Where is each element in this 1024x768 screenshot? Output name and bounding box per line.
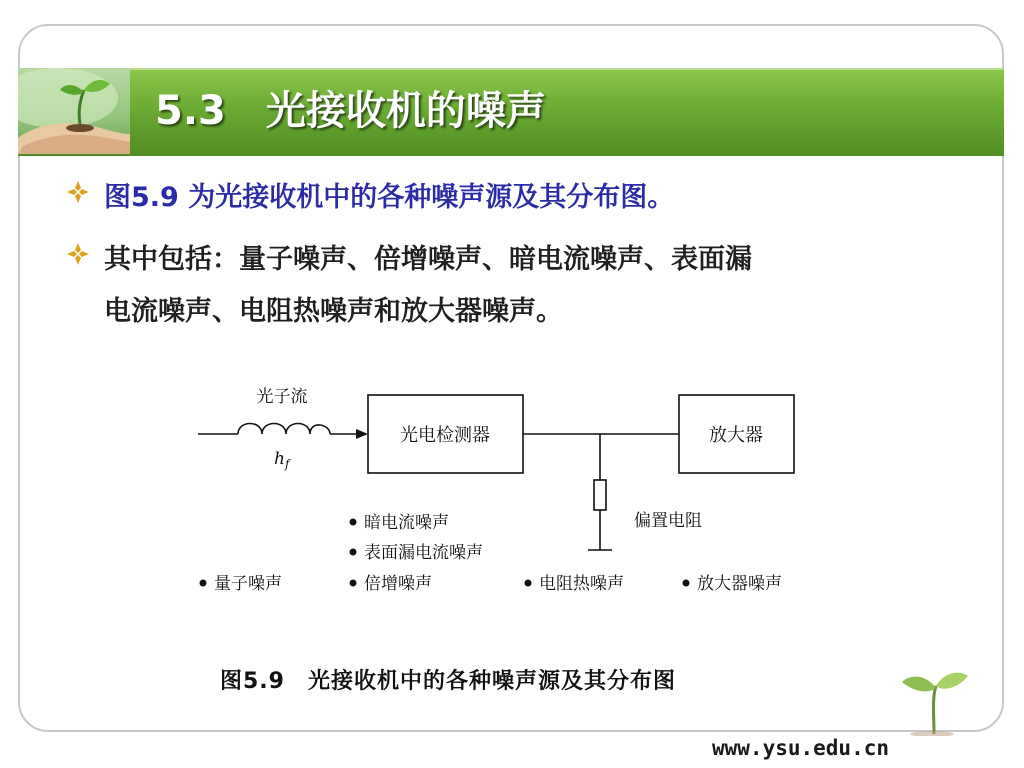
- bullet-dot: [350, 549, 357, 556]
- amplifier-noise-label: 放大器噪声: [697, 574, 782, 594]
- surface-leakage-noise-label: 表面漏电流噪声: [364, 543, 483, 563]
- footer-url[interactable]: www.ysu.edu.cn: [712, 736, 890, 760]
- bullet-dot: [683, 580, 690, 587]
- diamond-four-petal-icon: [64, 240, 92, 272]
- photon-energy-symbol: $h_f$: [274, 449, 290, 471]
- diamond-four-petal-icon: [64, 178, 92, 210]
- bullet-dot: [350, 580, 357, 587]
- bullet-text: 图5.9 为光接收机中的各种噪声源及其分布图。: [104, 182, 675, 213]
- seedling-decoration-icon: [892, 664, 972, 736]
- bias-resistor-symbol: [594, 480, 606, 510]
- photon-wave: [238, 424, 330, 435]
- noise-source-block-diagram: [190, 378, 830, 610]
- bullet-dot: [350, 519, 357, 526]
- multiplication-noise-label: 倍增噪声: [364, 574, 432, 594]
- resistor-thermal-noise-label: 电阻热噪声: [539, 574, 624, 594]
- photon-flow-label: 光子流: [256, 387, 308, 407]
- hands-with-seedling-image: [18, 68, 130, 154]
- bullet-dot: [200, 580, 207, 587]
- quantum-noise-label: 量子噪声: [214, 574, 282, 594]
- slide-title: 5.3 光接收机的噪声: [155, 88, 546, 134]
- dark-current-noise-label: 暗电流噪声: [364, 513, 449, 533]
- figure-caption: 图5.9 光接收机中的各种噪声源及其分布图: [220, 669, 676, 694]
- bias-resistor-label: 偏置电阻: [634, 511, 702, 531]
- bullet-text: 其中包括：量子噪声、倍增噪声、暗电流噪声、表面漏: [104, 244, 752, 275]
- bullet-dot: [525, 580, 532, 587]
- photodetector-label: 光电检测器: [400, 425, 490, 446]
- bullet-text-continued: 电流噪声、电阻热噪声和放大器噪声。: [104, 296, 563, 327]
- input-arrowhead: [356, 429, 368, 439]
- amplifier-label: 放大器: [709, 425, 763, 446]
